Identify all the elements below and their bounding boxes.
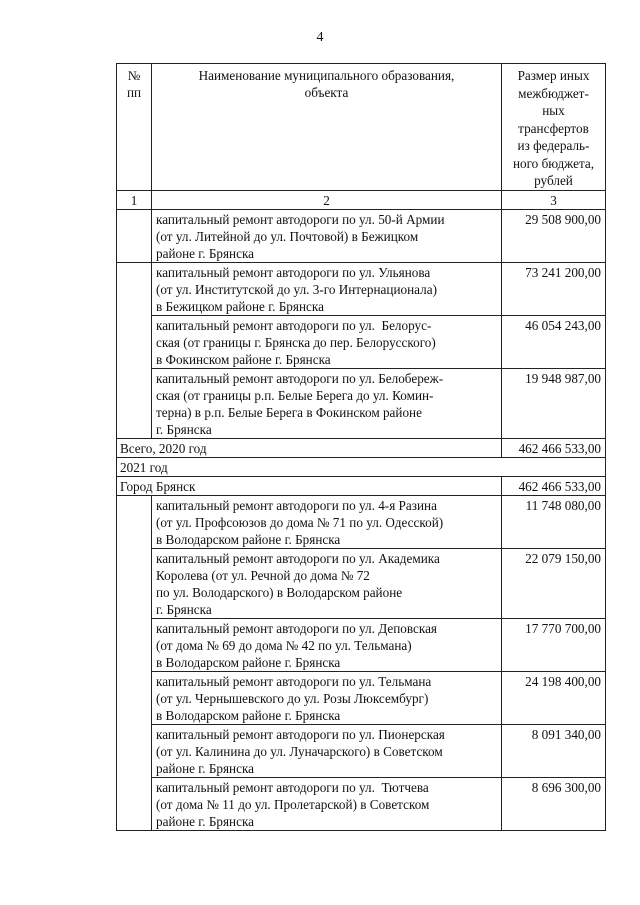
table-row [117,618,606,671]
row-number-cell [117,262,152,438]
object-description: капитальный ремонт автодороги по ул. Белобереж- ская (от границы р.п. Белые Берега до ул. Комин- терна) в р.п. Белые Берега в Фокинском районе г. Брянска [152,368,502,438]
total-2020-amount: 462 466 533,00 [502,438,606,457]
table-row [117,724,606,777]
table-row [117,315,606,368]
object-description: капитальный ремонт автодороги по ул. Белорус- ская (от границы г. Брянска до пер. Белорусского) в Фокинском районе г. Брянска [152,315,502,368]
table-row [117,671,606,724]
table-row [117,548,606,618]
object-description: капитальный ремонт автодороги по ул. Тютчева (от дома № 11 до ул. Пролетарской) в Советском районе г. Брянска [152,777,502,830]
object-description: капитальный ремонт автодороги по ул. Деповская (от дома № 69 до дома № 42 по ул. Тельмана) в Володарском районе г. Брянска [152,618,502,671]
table-row [117,777,606,830]
header-amount: Размер иных межбюджет- ных трансфертов из федераль- ного бюджета, рублей [502,64,606,191]
total-2020-label: Всего, 2020 год [117,438,502,457]
budget-table [116,63,606,831]
transfer-amount: 22 079 150,00 [502,548,606,618]
object-description: капитальный ремонт автодороги по ул. Академика Королева (от ул. Речной до дома № 72 по ул. Володарского) в Володарском районе г. Брянска [152,548,502,618]
transfer-amount: 19 948 987,00 [502,368,606,438]
table-header [117,64,606,191]
transfer-amount: 8 091 340,00 [502,724,606,777]
object-description: капитальный ремонт автодороги по ул. Ульянова (от ул. Институтской до ул. 3-го Интернационала) в Бежицком районе г. Брянска [152,262,502,315]
object-description: капитальный ремонт автодороги по ул. Пионерская (от ул. Калинина до ул. Луначарского) в Советском районе г. Брянска [152,724,502,777]
object-description: капитальный ремонт автодороги по ул. 50-й Армии (от ул. Литейной до ул. Почтовой) в Бежицком районе г. Брянска [152,209,502,262]
header-name: Наименование муниципального образования, объекта [152,64,502,191]
transfer-amount: 73 241 200,00 [502,262,606,315]
transfer-amount: 24 198 400,00 [502,671,606,724]
city-label: Город Брянск [117,476,502,495]
object-description: капитальный ремонт автодороги по ул. 4-я Разина (от ул. Профсоюзов до дома № 71 по ул. Одесской) в Володарском районе г. Брянска [152,495,502,548]
table-row [117,262,606,315]
column-numbers-row [117,190,606,209]
column-number-2: 2 [152,190,502,209]
city-row [117,476,606,495]
transfer-amount: 8 696 300,00 [502,777,606,830]
transfer-amount: 17 770 700,00 [502,618,606,671]
column-number-1: 1 [117,190,152,209]
transfer-amount: 11 748 080,00 [502,495,606,548]
row-number-cell [117,495,152,830]
table-row [117,368,606,438]
column-number-3: 3 [502,190,606,209]
header-number: № пп [117,64,152,191]
page-number: 4 [316,30,324,45]
table-row [117,209,606,262]
transfer-amount: 29 508 900,00 [502,209,606,262]
year-2021-label: 2021 год [117,457,606,476]
city-amount: 462 466 533,00 [502,476,606,495]
total-2020-row [117,438,606,457]
row-number-cell [117,209,152,262]
object-description: капитальный ремонт автодороги по ул. Тельмана (от ул. Чернышевского до ул. Розы Люксембург) в Володарском районе г. Брянска [152,671,502,724]
transfer-amount: 46 054 243,00 [502,315,606,368]
year-2021-row [117,457,606,476]
table-row [117,495,606,548]
